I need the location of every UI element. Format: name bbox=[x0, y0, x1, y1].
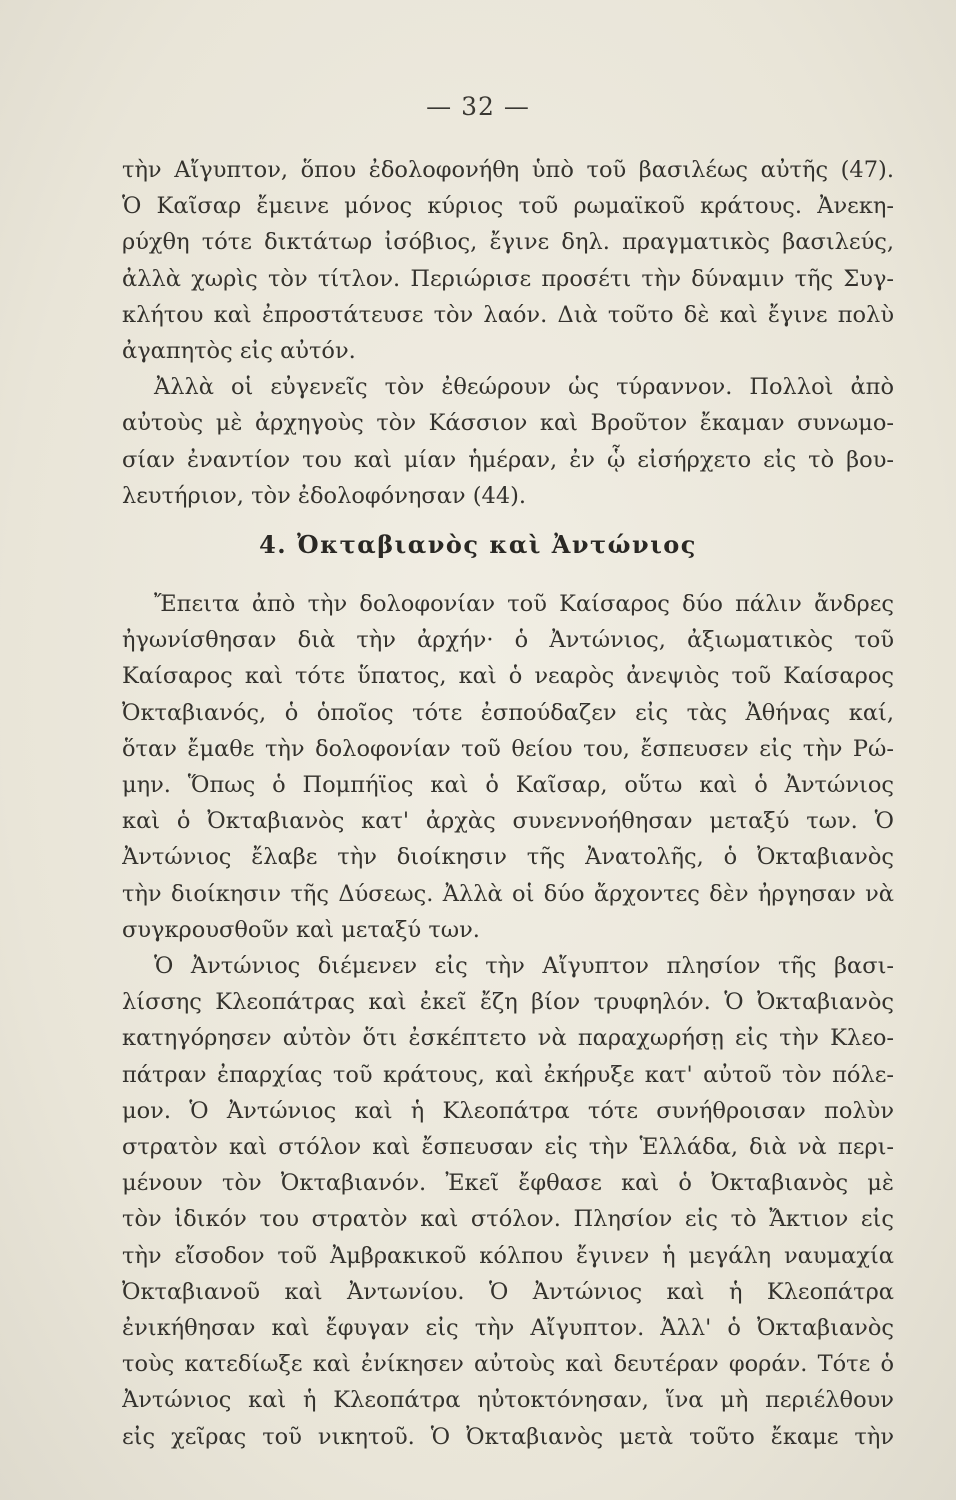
page-number: — 32 — bbox=[426, 92, 530, 121]
text-line: Ἀντώνιος καὶ ἡ Κλεοπάτρα ηὐτοκτόνησαν, ἵνα μὴ περιέλθουν bbox=[122, 1387, 894, 1414]
text-line: Ὀκταβιανός, ὁ ὁποῖος τότε ἐσπούδαζεν εἰς τὰς Ἀθήνας καί, bbox=[122, 699, 894, 726]
text-line: τὴν διοίκησιν τῆς Δύσεως. Ἀλλὰ οἱ δύο ἄρχοντες δὲν ἠργησαν νὰ bbox=[122, 880, 894, 907]
text-line: εἰς χεῖρας τοῦ νικητοῦ. Ὁ Ὀκταβιανὸς μετὰ τοῦτο ἔκαμε τὴν bbox=[122, 1423, 894, 1450]
text-line: Ἀντώνιος ἔλαβε τὴν διοίκησιν τῆς Ἀνατολῆς, ὁ Ὀκταβιανὸς bbox=[122, 844, 894, 871]
text-line: κλήτου καὶ ἐπροστάτευσε τὸν λαόν. Διὰ τοῦτο δὲ καὶ ἔγινε πολὺ bbox=[122, 301, 894, 328]
text-line: Ἀλλὰ οἱ εὐγενεῖς τὸν ἐθεώρουν ὡς τύραννον. Πολλοὶ ἀπὸ bbox=[154, 374, 894, 401]
text-line: Ὀκταβιανοῦ καὶ Ἀντωνίου. Ὁ Ἀντώνιος καὶ ἡ Κλεοπάτρα bbox=[122, 1278, 894, 1305]
text-line: τὸν ἰδικόν του στρατὸν καὶ στόλον. Πλησίον εἰς τὸ Ἄκτιον εἰς bbox=[122, 1206, 894, 1233]
text-line: τὴν Αἴγυπτον, ὅπου ἐδολοφονήθη ὑπὸ τοῦ βασιλέως αὐτῆς (47). bbox=[122, 157, 894, 183]
text-line: τὴν εἴσοδον τοῦ Ἀμβρακικοῦ κόλπου ἔγινεν ἡ μεγάλη ναυμαχία bbox=[122, 1242, 894, 1269]
text-line: λίσσης Κλεοπάτρας καὶ ἐκεῖ ἔζη βίον τρυφηλόν. Ὁ Ὀκταβιανὸς bbox=[122, 989, 894, 1016]
text-line: Ὁ Ἀντώνιος διέμενεν εἰς τὴν Αἴγυπτον πλησίον τῆς βασι- bbox=[154, 953, 894, 980]
text-line: καὶ ὁ Ὀκταβιανὸς κατ' ἀρχὰς συνεννοήθησαν μεταξύ των. Ὁ bbox=[122, 808, 894, 835]
text-line: μον. Ὁ Ἀντώνιος καὶ ἡ Κλεοπάτρα τότε συνήθροισαν πολὺν bbox=[122, 1097, 894, 1124]
text-line: πάτραν ἐπαρχίας τοῦ κράτους, καὶ ἐκήρυξε κατ' αὐτοῦ τὸν πόλε- bbox=[122, 1061, 894, 1088]
text-line: τοὺς κατεδίωξε καὶ ἐνίκησεν αὐτοὺς καὶ δευτέραν φοράν. Τότε ὁ bbox=[122, 1351, 894, 1378]
text-line: αὐτοὺς μὲ ἀρχηγοὺς τὸν Κάσσιον καὶ Βροῦτον ἔκαμαν συνωμο- bbox=[122, 410, 894, 437]
text-line: ἀλλὰ χωρὶς τὸν τίτλον. Περιώρισε προσέτι τὴν δύναμιν τῆς Συγ- bbox=[122, 265, 894, 292]
text-line: ἀγαπητὸς εἰς αὐτόν. bbox=[122, 338, 356, 365]
text-line: κατηγόρησεν αὐτὸν ὅτι ἐσκέπτετο νὰ παραχωρήσῃ εἰς τὴν Κλεο- bbox=[122, 1025, 894, 1052]
text-line: μένουν τὸν Ὀκταβιανόν. Ἐκεῖ ἔφθασε καὶ ὁ Ὀκταβιανὸς μὲ bbox=[122, 1170, 894, 1197]
text-line: μην. Ὅπως ὁ Πομπήϊος καὶ ὁ Καῖσαρ, οὕτω καὶ ὁ Ἀντώνιος bbox=[122, 772, 894, 799]
text-line: ἐνικήθησαν καὶ ἔφυγαν εἰς τὴν Αἴγυπτον. Ἀλλ' ὁ Ὀκταβιανὸς bbox=[122, 1315, 894, 1342]
text-line: συγκρουσθοῦν καὶ μεταξύ των. bbox=[122, 916, 480, 943]
text-line: στρατὸν καὶ στόλον καὶ ἔσπευσαν εἰς τὴν Ἑλλάδα, διὰ νὰ περι- bbox=[122, 1134, 894, 1161]
text-line: λευτήριον, τὸν ἐδολοφόνησαν (44). bbox=[122, 482, 527, 509]
text-line: Ἔπειτα ἀπὸ τὴν δολοφονίαν τοῦ Καίσαρος δύο πάλιν ἄνδρες bbox=[154, 591, 894, 617]
text-line: ἠγωνίσθησαν διὰ τὴν ἀρχήν· ὁ Ἀντώνιος, ἀξιωματικὸς τοῦ bbox=[122, 627, 894, 654]
text-line: ὅταν ἔμαθε τὴν δολοφονίαν τοῦ θείου του, ἔσπευσεν εἰς τὴν Ρώ- bbox=[122, 735, 894, 762]
paragraphs-top bbox=[122, 152, 894, 514]
section-heading: 4. Ὀκταβιανὸς καὶ Ἀντώνιος bbox=[259, 530, 697, 559]
text-line: Ὁ Καῖσαρ ἔμεινε μόνος κύριος τοῦ ρωμαϊκοῦ κράτους. Ἀνεκη- bbox=[122, 193, 894, 220]
paragraphs-bottom bbox=[122, 586, 894, 1455]
text-line: Καίσαρος καὶ τότε ὕπατος, καὶ ὁ νεαρὸς ἀνεψιὸς τοῦ Καίσαρος bbox=[122, 663, 894, 690]
text-line: ρύχθη τότε δικτάτωρ ἰσόβιος, ἔγινε δηλ. πραγματικὸς βασιλεύς, bbox=[122, 229, 894, 256]
text-line: σίαν ἐναντίον του καὶ μίαν ἡμέραν, ἐν ᾧ εἰσήρχετο εἰς τὸ βου- bbox=[122, 446, 894, 473]
